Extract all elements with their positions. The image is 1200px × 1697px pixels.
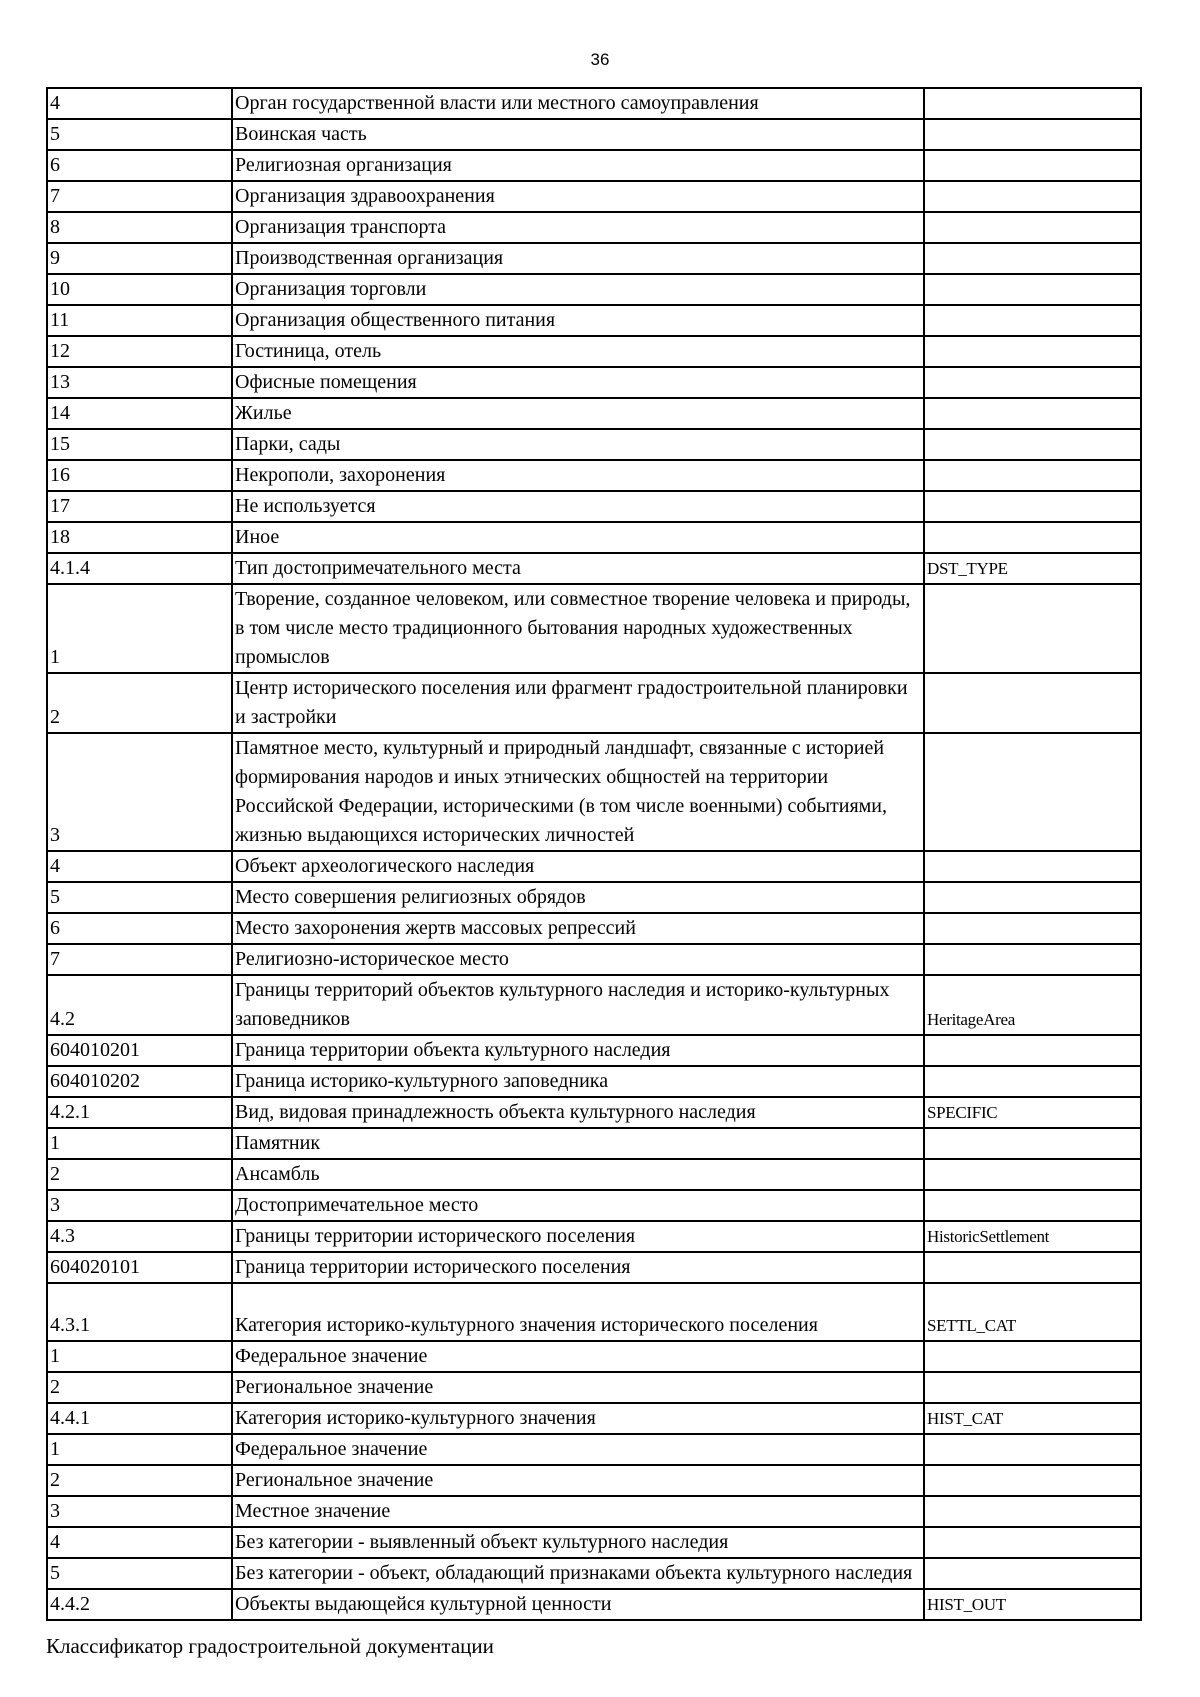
row-name-cell: Парки, сады — [232, 429, 924, 460]
row-code-cell — [924, 243, 1141, 274]
row-code-cell — [924, 1496, 1141, 1527]
row-code-cell — [924, 398, 1141, 429]
row-code-cell: DST_TYPE — [924, 553, 1141, 584]
table-row — [47, 975, 1141, 1035]
row-id-cell: 4 — [47, 1527, 232, 1558]
row-code-cell — [924, 367, 1141, 398]
row-name-cell: Объект археологического наследия — [232, 851, 924, 882]
row-id-cell: 4.4.1 — [47, 1403, 232, 1434]
row-id-cell: 4.1.4 — [47, 553, 232, 584]
row-id-cell: 2 — [47, 1465, 232, 1496]
table-row — [47, 673, 1141, 733]
row-id-cell: 2 — [47, 1159, 232, 1190]
row-id-cell: 1 — [47, 584, 232, 673]
row-id-cell: 5 — [47, 1558, 232, 1589]
row-name-cell: Орган государственной власти или местного самоуправления — [232, 88, 924, 119]
row-code-cell — [924, 673, 1141, 733]
row-code-cell — [924, 181, 1141, 212]
row-id-cell: 12 — [47, 336, 232, 367]
row-code-cell — [924, 429, 1141, 460]
row-code-cell — [924, 150, 1141, 181]
row-name-cell: Организация торговли — [232, 274, 924, 305]
table-row — [47, 1527, 1141, 1558]
row-code-cell — [924, 882, 1141, 913]
row-id-cell: 4.3 — [47, 1221, 232, 1252]
row-name-cell: Жилье — [232, 398, 924, 429]
row-code-cell — [924, 1159, 1141, 1190]
row-code-cell — [924, 584, 1141, 673]
row-id-cell: 1 — [47, 1341, 232, 1372]
table-row — [47, 553, 1141, 584]
row-code-cell — [924, 1128, 1141, 1159]
row-code-cell — [924, 1372, 1141, 1403]
row-code-cell: HistoricSettlement — [924, 1221, 1141, 1252]
table-row — [47, 398, 1141, 429]
row-name-cell: Воинская часть — [232, 119, 924, 150]
row-name-cell: Некрополи, захоронения — [232, 460, 924, 491]
row-id-cell: 3 — [47, 1190, 232, 1221]
row-id-cell: 604020101 — [47, 1252, 232, 1283]
row-code-cell — [924, 460, 1141, 491]
row-id-cell: 1 — [47, 1128, 232, 1159]
row-name-cell: Объекты выдающейся культурной ценности — [232, 1589, 924, 1620]
row-id-cell: 4.4.2 — [47, 1589, 232, 1620]
table-row — [47, 1128, 1141, 1159]
table-row — [47, 119, 1141, 150]
table-row — [47, 305, 1141, 336]
table-row — [47, 1252, 1141, 1283]
table-row — [47, 882, 1141, 913]
table-row — [47, 584, 1141, 673]
classifier-table-container — [46, 87, 1140, 1621]
table-row — [47, 944, 1141, 975]
row-name-cell: Организация транспорта — [232, 212, 924, 243]
table-row — [47, 1434, 1141, 1465]
table-row — [47, 1403, 1141, 1434]
row-id-cell: 604010201 — [47, 1035, 232, 1066]
row-id-cell: 11 — [47, 305, 232, 336]
row-code-cell — [924, 1252, 1141, 1283]
row-name-cell: Категория историко-культурного значения исторического поселения — [232, 1283, 924, 1341]
table-row — [47, 913, 1141, 944]
row-name-cell: Центр исторического поселения или фрагмент градостроительной планировки и застройки — [232, 673, 924, 733]
row-id-cell: 9 — [47, 243, 232, 274]
row-id-cell: 4.2 — [47, 975, 232, 1035]
row-id-cell: 2 — [47, 673, 232, 733]
row-id-cell: 7 — [47, 944, 232, 975]
row-name-cell: Региональное значение — [232, 1372, 924, 1403]
table-row — [47, 1159, 1141, 1190]
table-row — [47, 1035, 1141, 1066]
row-id-cell: 3 — [47, 1496, 232, 1527]
row-name-cell: Федеральное значение — [232, 1341, 924, 1372]
row-code-cell — [924, 733, 1141, 851]
row-name-cell: Категория историко-культурного значения — [232, 1403, 924, 1434]
row-name-cell: Региональное значение — [232, 1465, 924, 1496]
row-name-cell: Творение, созданное человеком, или совместное творение человека и природы, в том числе место традиционного бытования народных художественных промыслов — [232, 584, 924, 673]
table-row — [47, 522, 1141, 553]
table-row — [47, 1558, 1141, 1589]
row-id-cell: 15 — [47, 429, 232, 460]
row-name-cell: Границы территории исторического поселения — [232, 1221, 924, 1252]
table-row — [47, 336, 1141, 367]
table-row — [47, 1097, 1141, 1128]
row-code-cell — [924, 1341, 1141, 1372]
row-id-cell: 4 — [47, 88, 232, 119]
row-id-cell: 4.2.1 — [47, 1097, 232, 1128]
row-id-cell: 16 — [47, 460, 232, 491]
row-code-cell — [924, 522, 1141, 553]
table-row — [47, 274, 1141, 305]
table-row — [47, 1589, 1141, 1620]
row-id-cell: 5 — [47, 882, 232, 913]
table-row — [47, 1496, 1141, 1527]
row-name-cell: Граница историко-культурного заповедника — [232, 1066, 924, 1097]
classifier-table — [46, 87, 1142, 1621]
row-code-cell — [924, 212, 1141, 243]
row-name-cell: Граница территории объекта культурного наследия — [232, 1035, 924, 1066]
table-row — [47, 429, 1141, 460]
row-name-cell: Производственная организация — [232, 243, 924, 274]
row-name-cell: Местное значение — [232, 1496, 924, 1527]
table-row — [47, 88, 1141, 119]
table-row — [47, 1465, 1141, 1496]
row-name-cell: Не используется — [232, 491, 924, 522]
row-name-cell: Памятное место, культурный и природный ландшафт, связанные с историей формирования народов и иных этнических общностей на территории Российской Федерации, историческими (в том числе военными) событиями, жизнью выдающихся исторических личностей — [232, 733, 924, 851]
row-name-cell: Место совершения религиозных обрядов — [232, 882, 924, 913]
row-code-cell — [924, 1558, 1141, 1589]
row-id-cell: 6 — [47, 913, 232, 944]
row-code-cell — [924, 1465, 1141, 1496]
row-code-cell — [924, 1434, 1141, 1465]
row-id-cell: 18 — [47, 522, 232, 553]
table-row — [47, 243, 1141, 274]
row-code-cell — [924, 1035, 1141, 1066]
row-name-cell: Организация общественного питания — [232, 305, 924, 336]
row-id-cell: 10 — [47, 274, 232, 305]
table-row — [47, 733, 1141, 851]
row-name-cell: Без категории - объект, обладающий признаками объекта культурного наследия — [232, 1558, 924, 1589]
table-row — [47, 212, 1141, 243]
row-code-cell: HeritageArea — [924, 975, 1141, 1035]
row-name-cell: Тип достопримечательного места — [232, 553, 924, 584]
row-name-cell: Федеральное значение — [232, 1434, 924, 1465]
table-row — [47, 150, 1141, 181]
row-code-cell — [924, 491, 1141, 522]
row-code-cell — [924, 851, 1141, 882]
row-code-cell — [924, 336, 1141, 367]
row-name-cell: Памятник — [232, 1128, 924, 1159]
table-row — [47, 851, 1141, 882]
row-name-cell: Организация здравоохранения — [232, 181, 924, 212]
row-code-cell — [924, 913, 1141, 944]
row-code-cell — [924, 274, 1141, 305]
table-row — [47, 491, 1141, 522]
row-name-cell: Граница территории исторического поселения — [232, 1252, 924, 1283]
row-name-cell: Ансамбль — [232, 1159, 924, 1190]
row-code-cell — [924, 944, 1141, 975]
row-id-cell: 7 — [47, 181, 232, 212]
row-name-cell: Религиозная организация — [232, 150, 924, 181]
table-row — [47, 1190, 1141, 1221]
row-name-cell: Достопримечательное место — [232, 1190, 924, 1221]
row-name-cell: Офисные помещения — [232, 367, 924, 398]
table-row — [47, 1066, 1141, 1097]
row-id-cell: 604010202 — [47, 1066, 232, 1097]
table-row — [47, 1341, 1141, 1372]
row-id-cell: 3 — [47, 733, 232, 851]
row-id-cell: 5 — [47, 119, 232, 150]
row-name-cell: Иное — [232, 522, 924, 553]
page-number: 36 — [590, 50, 610, 69]
table-row — [47, 367, 1141, 398]
document-footer: Классификатор градостроительной документации — [46, 1634, 494, 1658]
row-code-cell: SETTL_CAT — [924, 1283, 1141, 1341]
table-row — [47, 1221, 1141, 1252]
row-id-cell: 14 — [47, 398, 232, 429]
row-id-cell: 8 — [47, 212, 232, 243]
row-code-cell — [924, 1066, 1141, 1097]
row-name-cell: Без категории - выявленный объект культурного наследия — [232, 1527, 924, 1558]
row-id-cell: 4.3.1 — [47, 1283, 232, 1341]
row-code-cell — [924, 88, 1141, 119]
row-id-cell: 17 — [47, 491, 232, 522]
row-id-cell: 13 — [47, 367, 232, 398]
row-name-cell: Религиозно-историческое место — [232, 944, 924, 975]
row-name-cell: Границы территорий объектов культурного наследия и историко-культурных заповедников — [232, 975, 924, 1035]
row-id-cell: 6 — [47, 150, 232, 181]
row-code-cell: HIST_CAT — [924, 1403, 1141, 1434]
row-id-cell: 4 — [47, 851, 232, 882]
row-code-cell — [924, 1527, 1141, 1558]
classifier-table-body — [47, 88, 1141, 1620]
table-row — [47, 460, 1141, 491]
row-code-cell — [924, 1190, 1141, 1221]
row-name-cell: Вид, видовая принадлежность объекта культурного наследия — [232, 1097, 924, 1128]
table-row — [47, 181, 1141, 212]
row-name-cell: Место захоронения жертв массовых репрессий — [232, 913, 924, 944]
row-name-cell: Гостиница, отель — [232, 336, 924, 367]
row-id-cell: 1 — [47, 1434, 232, 1465]
table-row — [47, 1372, 1141, 1403]
row-code-cell — [924, 305, 1141, 336]
row-code-cell: HIST_OUT — [924, 1589, 1141, 1620]
row-id-cell: 2 — [47, 1372, 232, 1403]
row-code-cell: SPECIFIC — [924, 1097, 1141, 1128]
row-code-cell — [924, 119, 1141, 150]
table-row — [47, 1283, 1141, 1341]
